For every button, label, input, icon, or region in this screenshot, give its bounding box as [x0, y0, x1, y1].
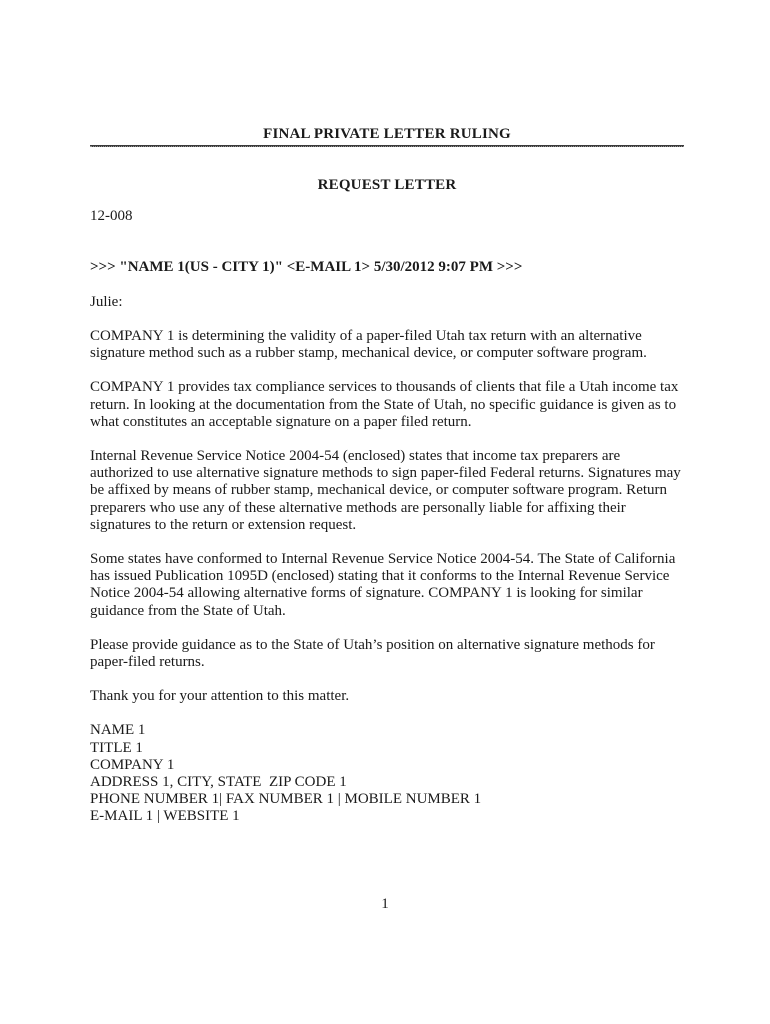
paragraph-other-states: Some states have conformed to Internal Revenue Service Notice 2004-54. The State of California has issued Publication 1095D (enclosed) stating that it conforms to the Internal Revenue Service Notice 2004-54 allowing alternative forms of signature. COMPANY 1 is looking for similar guidance from the State of Utah. [90, 551, 676, 619]
paragraph-request-guidance: Please provide guidance as to the State of Utah’s position on alternative signature methods for paper-filed returns. [90, 636, 655, 671]
document-title: FINAL PRIVATE LETTER RULING [263, 126, 511, 142]
signature-email-website: E-MAIL 1 | WEBSITE 1 [90, 808, 240, 825]
paragraph-validity-inquiry: COMPANY 1 is determining the validity of a paper-filed Utah tax return with an alternative signature method such as a rubber stamp, mechanical device, or computer software program. [90, 328, 647, 362]
signature-block [90, 722, 684, 825]
ruling-number: 12-008 [90, 208, 133, 225]
title-divider-rule [90, 145, 684, 147]
signature-name: NAME 1 [90, 722, 146, 739]
signature-address: ADDRESS 1, CITY, STATE ZIP CODE 1 [90, 774, 347, 791]
signature-company: COMPANY 1 [90, 756, 175, 773]
paragraph-company-background: COMPANY 1 provides tax compliance services to thousands of clients that file a Utah income tax return. In looking at the documentation from the State of Utah, no specific guidance is given as to what constitutes an acceptable signature on a paper filed return. [90, 379, 679, 430]
salutation: Julie: [90, 293, 123, 310]
signature-phone-numbers: PHONE NUMBER 1| FAX NUMBER 1 | MOBILE NUMBER 1 [90, 791, 482, 808]
document-subtitle: REQUEST LETTER [317, 177, 457, 194]
page-number: 1 [381, 896, 389, 912]
paragraph-thank-you: Thank you for your attention to this matter. [90, 688, 350, 705]
signature-title: TITLE 1 [90, 739, 143, 756]
email-header-line: >>> "NAME 1(US - CITY 1)" <E-MAIL 1> 5/30/2012 9:07 PM >>> [90, 258, 523, 275]
paragraph-irs-notice: Internal Revenue Service Notice 2004-54 (enclosed) states that income tax preparers are authorized to use alternative signature methods to sign paper-filed Federal returns. Signatures may be affixed by means of rubber stamp, mechanical device, or computer software program. Return preparers who use any of these alternative methods are personally liable for affixing their signatures to the return or extension request. [90, 448, 681, 533]
